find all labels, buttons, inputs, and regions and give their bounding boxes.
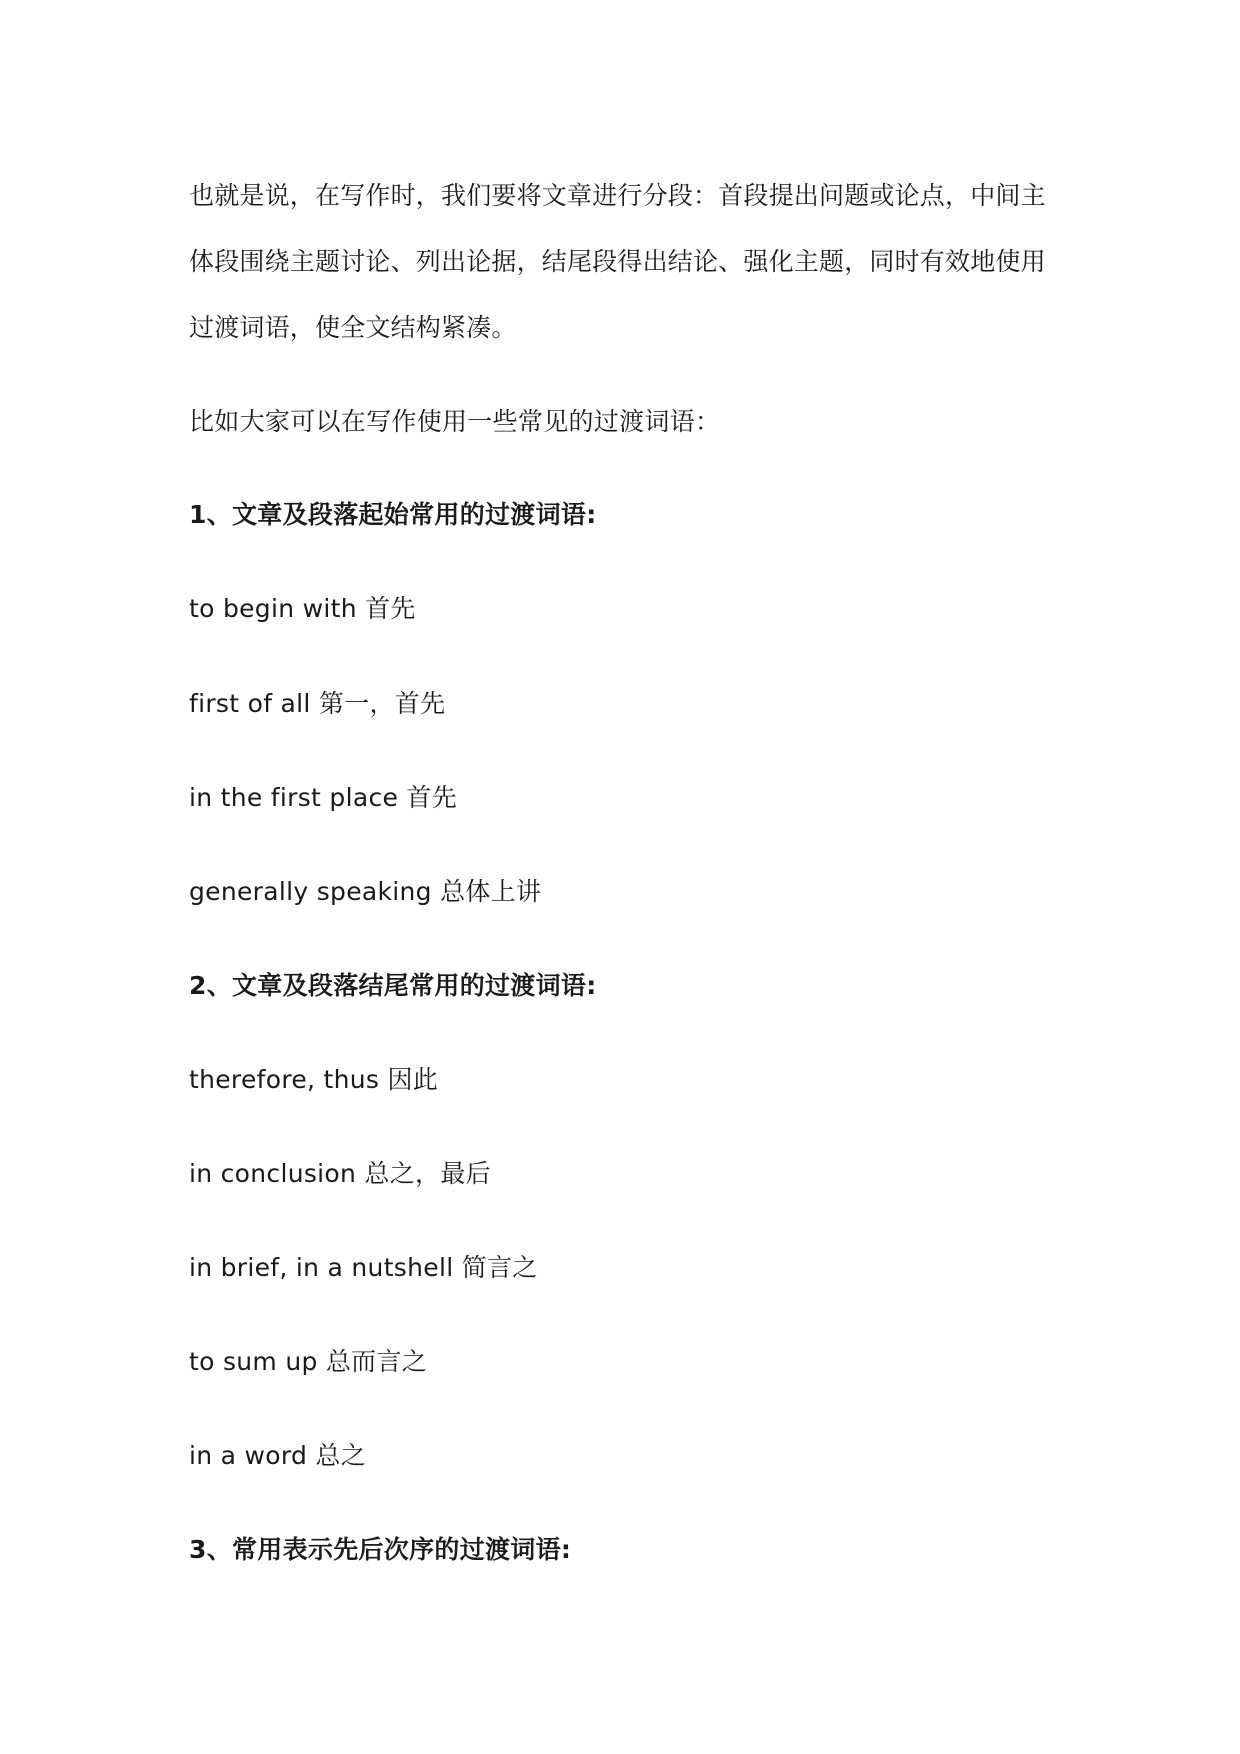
list-item: to begin with 首先 (189, 594, 416, 623)
list-item: first of all 第一，首先 (189, 689, 446, 718)
list-item: in brief, in a nutshell 简言之 (189, 1253, 538, 1282)
section-1-heading: 1、文章及段落起始常用的过渡词语: (189, 500, 597, 529)
list-item: therefore, thus 因此 (189, 1065, 439, 1094)
intro-paragraph: 也就是说，在写作时，我们要将文章进行分段：首段提出问题或论点，中间主体段围绕主题讨论、列出论据，结尾段得出结论、强化主题，同时有效地使用过渡词语，使全文结构紧凑。 (189, 181, 1046, 342)
document-page (189, 0, 1059, 1754)
list-item: generally speaking 总体上讲 (189, 877, 542, 906)
list-item: in the first place 首先 (189, 783, 458, 812)
list-item: to sum up 总而言之 (189, 1347, 428, 1376)
section-3-heading: 3、常用表示先后次序的过渡词语: (189, 1535, 572, 1564)
list-item: in a word 总之 (189, 1441, 367, 1470)
section-2-heading: 2、文章及段落结尾常用的过渡词语: (189, 971, 597, 1000)
intro-lead-in: 比如大家可以在写作使用一些常见的过渡词语： (189, 407, 721, 436)
list-item: in conclusion 总之，最后 (189, 1159, 491, 1188)
